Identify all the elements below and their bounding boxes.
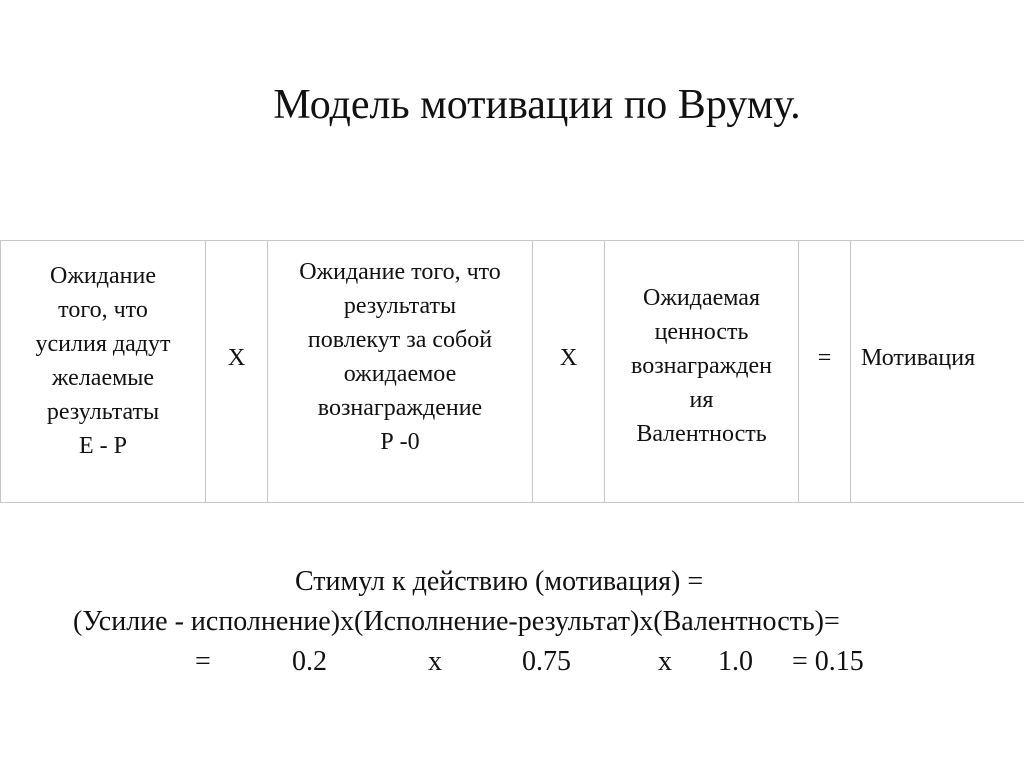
cell-text-line: Ожидание того, что [299, 259, 501, 285]
cell-text-line: результаты [46, 399, 160, 425]
multiply-operator-1: Х [206, 241, 268, 503]
formula-line-1 [0, 562, 1024, 602]
cell-expectation-result-reward [268, 241, 533, 503]
cell-text-line: Е - Р [79, 433, 127, 459]
formula-equals: = [195, 646, 211, 677]
formula-value-valence: 1.0 [718, 646, 753, 677]
cell-text-line: усилия дадут [35, 331, 171, 357]
cell-text-line: ия [689, 386, 714, 413]
equals-operator: = [799, 241, 851, 503]
formula-value-result: 0.75 [522, 646, 571, 677]
cell-text-line: Р -0 [380, 429, 420, 455]
formula-multiply-2: х [658, 646, 672, 677]
formula-heading: Стимул к действию (мотивация) = [295, 566, 704, 597]
cell-motivation: Мотивация [851, 241, 1024, 503]
cell-text-line: ценность [654, 318, 749, 345]
slide-title: Модель мотивации по Вруму. [273, 82, 801, 128]
table-row [1, 241, 1024, 503]
cell-text-line: вознагражден [631, 352, 772, 379]
vroom-model-table [0, 240, 1024, 503]
formula-line-3 [0, 642, 1024, 682]
cell-text-line: того, что [58, 297, 148, 323]
cell-text-line: Ожидание [50, 263, 156, 289]
formula-expression: (Усилие - исполнение)х(Исполнение-результат)х(Валентность)= [73, 606, 840, 637]
formula-value-effort: 0.2 [292, 646, 327, 677]
cell-text-line: Валентность [636, 420, 767, 447]
cell-text-line: вознаграждение [317, 395, 483, 421]
cell-text-line: Ожидаемая [643, 284, 760, 311]
cell-expectation-effort-result [1, 241, 206, 503]
cell-text-line: повлекут за собой [307, 327, 493, 353]
formula-multiply-1: х [428, 646, 442, 677]
multiply-operator-2: Х [533, 241, 605, 503]
cell-text-line: желаемые [51, 365, 155, 391]
motivation-formula [0, 562, 1024, 682]
formula-line-2 [0, 602, 1024, 642]
cell-valence [605, 241, 799, 503]
cell-text-line: ожидаемое [343, 361, 457, 387]
formula-result: = 0.15 [792, 646, 864, 677]
cell-text-line: результаты [343, 293, 457, 319]
